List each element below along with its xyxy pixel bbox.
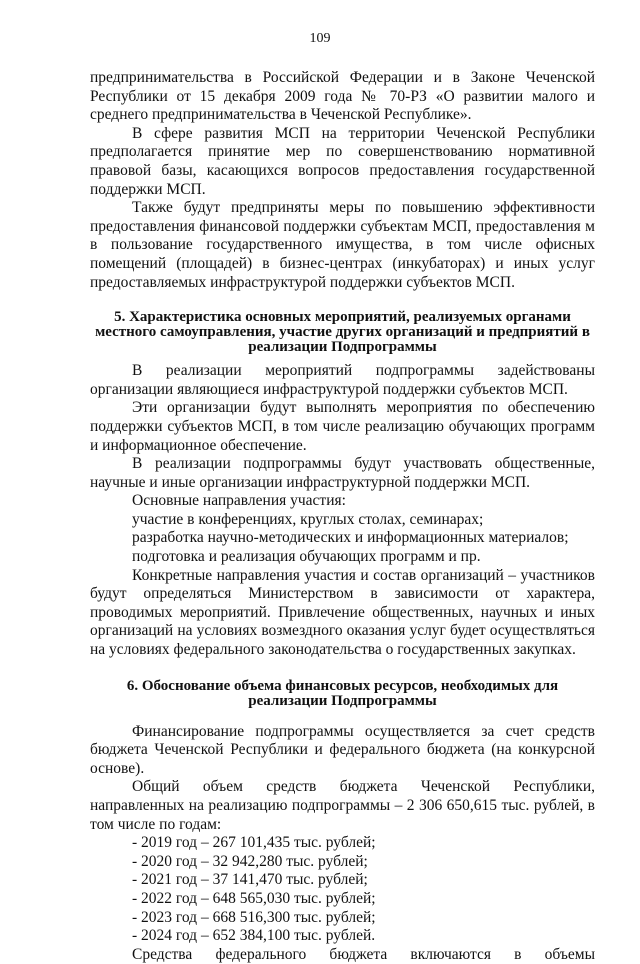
intro-paragraph-1: предпринимательства в Российской Федерации и в Законе Чеченской Республики от 15 декабря 2009 года № 70-РЗ «О развитии малого и среднего предпринимательства в Чеченской Республике».	[90, 69, 595, 124]
year-item-2019: - 2019 год – 267 101,435 тыс. рублей;	[132, 834, 376, 852]
section-6-paragraph-2: Общий объем средств бюджета Чеченской Республики, направленных на реализацию подпрограммы – 2 306 650,615 тыс. рублей, в том числе по годам:	[90, 778, 595, 833]
section-6-heading: 6. Обоснование объема финансовых ресурсов, необходимых для реализации Подпрограммы	[126, 677, 559, 709]
page-number: 109	[309, 31, 331, 46]
section-6-final-line: Средства федерального бюджета включаются в объемы	[132, 945, 595, 963]
section-5-paragraph-4: Основные направления участия:	[132, 492, 346, 510]
section-5-heading: 5. Характеристика основных мероприятий, реализуемых органами местного самоуправления, участие других организаций и предприятий в реализации Подпрограммы	[95, 309, 590, 356]
year-item-2021: - 2021 год – 37 141,470 тыс. рублей;	[132, 871, 368, 889]
intro-paragraph-3: Также будут предприняты меры по повышению эффективности предоставления финансовой поддержки субъектам МСП, предоставления м в пользование государственного имущества, в том числе офисных помещений (площадей) в бизнес-центрах (инкубаторах) и иных услуг предоставляемых инфраструктурой поддержки субъектов МСП.	[90, 199, 595, 291]
section-5-closing-paragraph: Конкретные направления участия и состав организаций – участников будут определяться Министерством в зависимости от характера, проводимых мероприятий. Привлечение общественных, научных и иных организаций на условиях возмездного оказания услуг будет осуществляться на условиях федерального законодательства о государственных закупках.	[90, 566, 595, 659]
section-6-paragraph-1: Финансирование подпрограммы осуществляется за счет средств бюджета Чеченской Республики и федерального бюджета (на конкурсной основе).	[90, 722, 595, 777]
direction-item-2: разработка научно-методических и информационных материалов;	[132, 529, 569, 547]
section-5-paragraph-2: Эти организации будут выполнять мероприятия по обеспечению поддержки субъектов МСП, в том числе реализацию обучающих программ и информационное обеспечение.	[90, 399, 595, 454]
intro-paragraph-2: В сфере развития МСП на территории Чеченской Республики предполагается принятие мер по совершенствованию нормативной правовой базы, касающихся вопросов предоставления государственной поддержки МСП.	[90, 124, 595, 198]
year-item-2022: - 2022 год – 648 565,030 тыс. рублей;	[132, 889, 376, 907]
section-5-paragraph-1: В реализации мероприятий подпрограммы задействованы организации являющиеся инфраструктурой поддержки субъектов МСП.	[90, 362, 595, 398]
year-item-2020: - 2020 год – 32 942,280 тыс. рублей;	[132, 852, 368, 870]
page-content	[90, 69, 595, 964]
direction-item-1: участие в конференциях, круглых столах, семинарах;	[132, 510, 484, 528]
year-item-2024: - 2024 год – 652 384,100 тыс. рублей.	[132, 927, 376, 945]
direction-item-3: подготовка и реализация обучающих программ и пр.	[132, 548, 481, 566]
year-item-2023: - 2023 год – 668 516,300 тыс. рублей;	[132, 908, 376, 926]
section-5-paragraph-3: В реализации подпрограммы будут участвовать общественные, научные и иные организации инфраструктурной поддержки МСП.	[90, 455, 595, 491]
